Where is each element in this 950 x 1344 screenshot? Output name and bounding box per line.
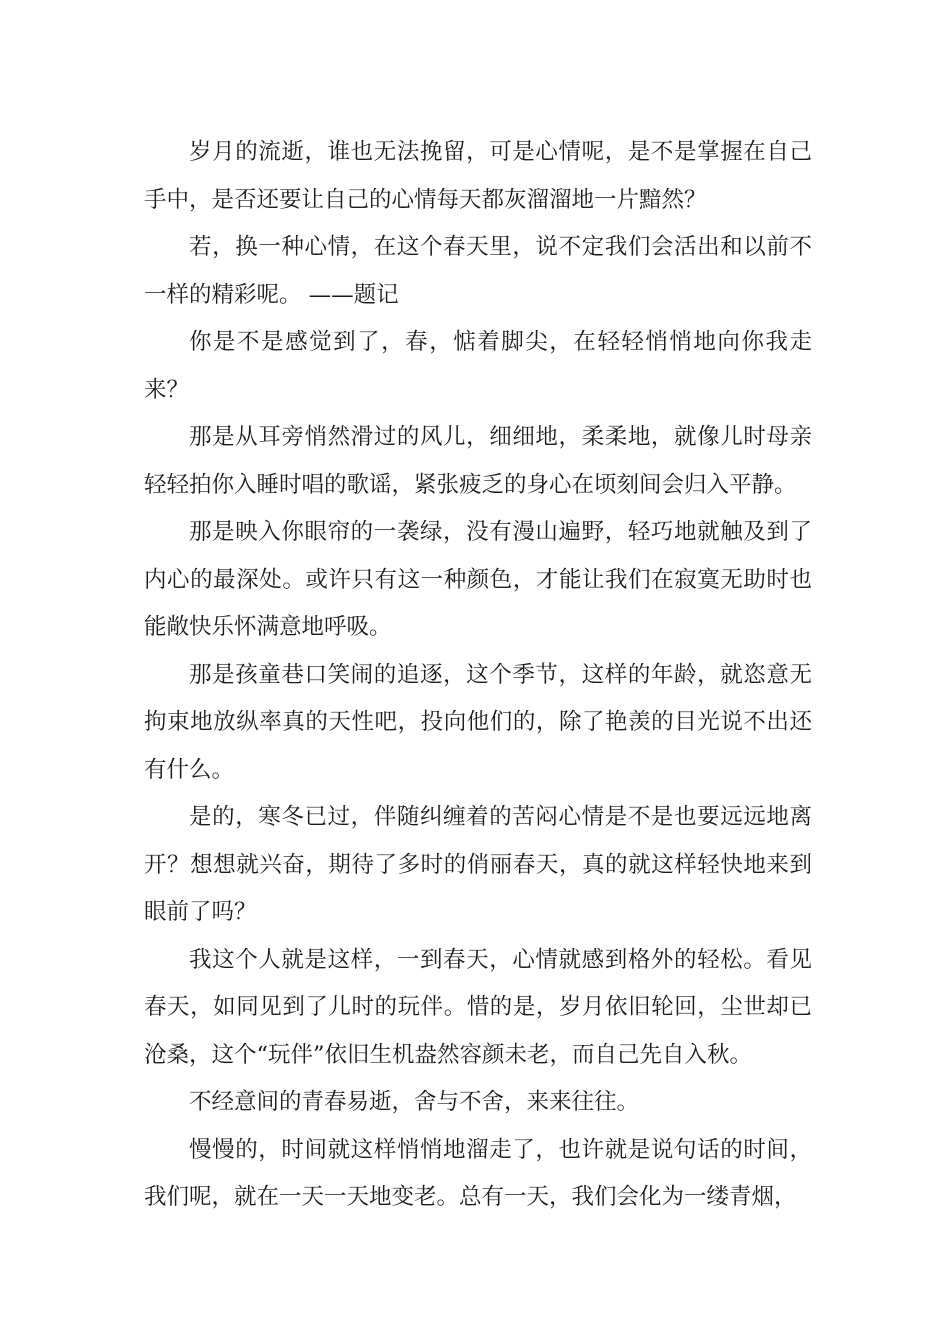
- paragraph-9: 不经意间的青春易逝，舍与不舍，来来往往。: [189, 1089, 640, 1115]
- paragraph-2: 若，换一种心情，在这个春天里，说不定我们会活出和以前不一样的精彩呢。 ——题记: [144, 234, 812, 308]
- paragraph-4: 那是从耳旁悄然滑过的风儿，细细地，柔柔地，就像儿时母亲轻轻拍你入睡时唱的歌谣，紧张疲乏的身心在顷刻间会归入平静。: [144, 424, 812, 498]
- document-body: [144, 129, 812, 1222]
- paragraph-7: 是的，寒冬已过，伴随纠缠着的苦闷心情是不是也要远远地离开？想想就兴奋，期待了多时的俏丽春天，真的就这样轻快地来到眼前了吗？: [144, 804, 812, 925]
- paragraph-5: 那是映入你眼帘的一袭绿，没有漫山遍野，轻巧地就触及到了内心的最深处。或许只有这一种颜色，才能让我们在寂寞无助时也能敞快乐怀满意地呼吸。: [144, 519, 812, 640]
- paragraph-10: 慢慢的，时间就这样悄悄地溜走了，也许就是说句话的时间，我们呢，就在一天一天地变老。总有一天，我们会化为一缕青烟，: [144, 1136, 812, 1210]
- paragraph-3: 你是不是感觉到了，春，惦着脚尖，在轻轻悄悄地向你我走来？: [144, 329, 812, 403]
- paragraph-6: 那是孩童巷口笑闹的追逐，这个季节，这样的年龄，就恣意无拘束地放纵率真的天性吧，投向他们的，除了艳羡的目光说不出还有什么。: [144, 661, 812, 783]
- paragraph-1: 岁月的流逝，谁也无法挽留，可是心情呢，是不是掌握在自己手中，是否还要让自己的心情每天都灰溜溜地一片黯然？: [144, 139, 812, 213]
- paragraph-8: 我这个人就是这样，一到春天，心情就感到格外的轻松。看见春天，如同见到了儿时的玩伴。惜的是，岁月依旧轮回，尘世却已沧桑，这个“玩伴”依旧生机盎然容颜未老，而自己先自入秋。: [144, 946, 812, 1068]
